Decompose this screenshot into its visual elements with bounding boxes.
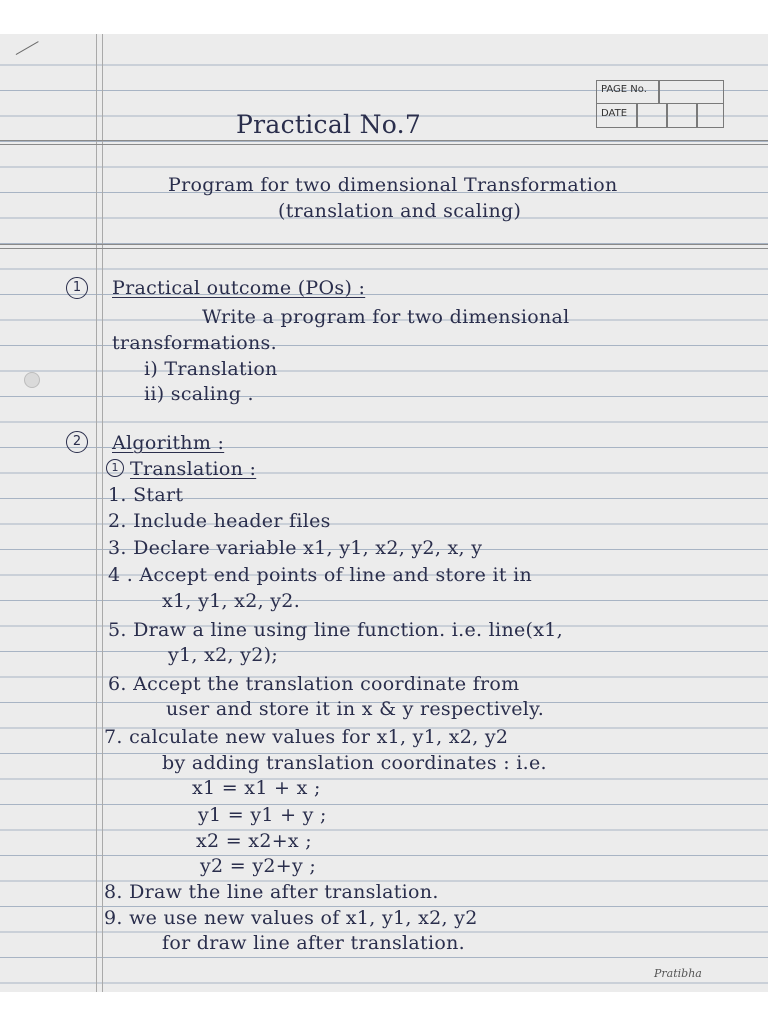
section-1-item-2: ii) scaling . — [144, 383, 254, 405]
binder-hole — [24, 372, 40, 388]
algorithm-step: 2. Include header files — [108, 510, 331, 532]
algorithm-step-continued: y1, x2, y2); — [168, 644, 279, 666]
algorithm-step: 1. Start — [108, 484, 184, 506]
formula-line: x1 = x1 + x ; — [192, 777, 321, 799]
section-1-number: 1 — [66, 277, 88, 299]
section-1-heading: Practical outcome (POs) : — [112, 277, 366, 299]
section-2-number: 2 — [66, 431, 88, 453]
section-1-item-1: i) Translation — [144, 358, 278, 380]
algorithm-step-continued: user and store it in x & y respectively. — [166, 698, 545, 720]
signature: Pratibha — [654, 967, 702, 980]
page-no-divider — [658, 80, 660, 104]
algorithm-step: 8. Draw the line after translation. — [104, 881, 439, 903]
margin-line-left-inner — [102, 34, 103, 992]
pen-mark — [16, 41, 39, 55]
subsection-number: 1 — [106, 459, 124, 477]
date-label: DATE — [601, 108, 628, 119]
algorithm-step: 6. Accept the translation coordinate from — [108, 673, 520, 695]
header-rule-top — [0, 140, 768, 141]
subtitle-line-1: Program for two dimensional Transformation — [168, 174, 618, 196]
date-divider-2 — [666, 104, 668, 128]
page-title: Practical No.7 — [236, 110, 422, 139]
subtitle-line-2: (translation and scaling) — [278, 200, 522, 222]
algorithm-step: 7. calculate new values for x1, y1, x2, y2 — [104, 726, 509, 748]
algorithm-step-continued: x1, y1, x2, y2. — [162, 590, 301, 612]
date-divider-3 — [696, 104, 698, 128]
subtitle-rule-bottom — [0, 248, 768, 249]
algorithm-step: 9. we use new values of x1, y1, x2, y2 — [104, 907, 478, 929]
section-2-heading: Algorithm : — [112, 432, 225, 454]
algorithm-step: 3. Declare variable x1, y1, x2, y2, x, y — [108, 537, 483, 559]
date-divider-1 — [636, 104, 638, 128]
margin-line-left — [96, 34, 97, 992]
algorithm-step-continued: for draw line after translation. — [162, 932, 465, 954]
section-1-text-2: transformations. — [112, 332, 277, 354]
algorithm-step: 5. Draw a line using line function. i.e. line(x1, — [108, 619, 563, 641]
header-rule-bottom — [0, 144, 768, 145]
notebook-page — [0, 34, 768, 992]
page-no-label: PAGE No. — [601, 84, 647, 95]
algorithm-step-continued: by adding translation coordinates : i.e. — [162, 752, 547, 774]
subtitle-rule-top — [0, 244, 768, 245]
algorithm-step: 4 . Accept end points of line and store it in — [108, 564, 533, 586]
formula-line: y2 = y2+y ; — [200, 855, 317, 877]
formula-line: y1 = y1 + y ; — [198, 804, 327, 826]
subsection-heading: Translation : — [130, 458, 257, 480]
section-1-text-1: Write a program for two dimensional — [202, 306, 570, 328]
formula-line: x2 = x2+x ; — [196, 830, 312, 852]
